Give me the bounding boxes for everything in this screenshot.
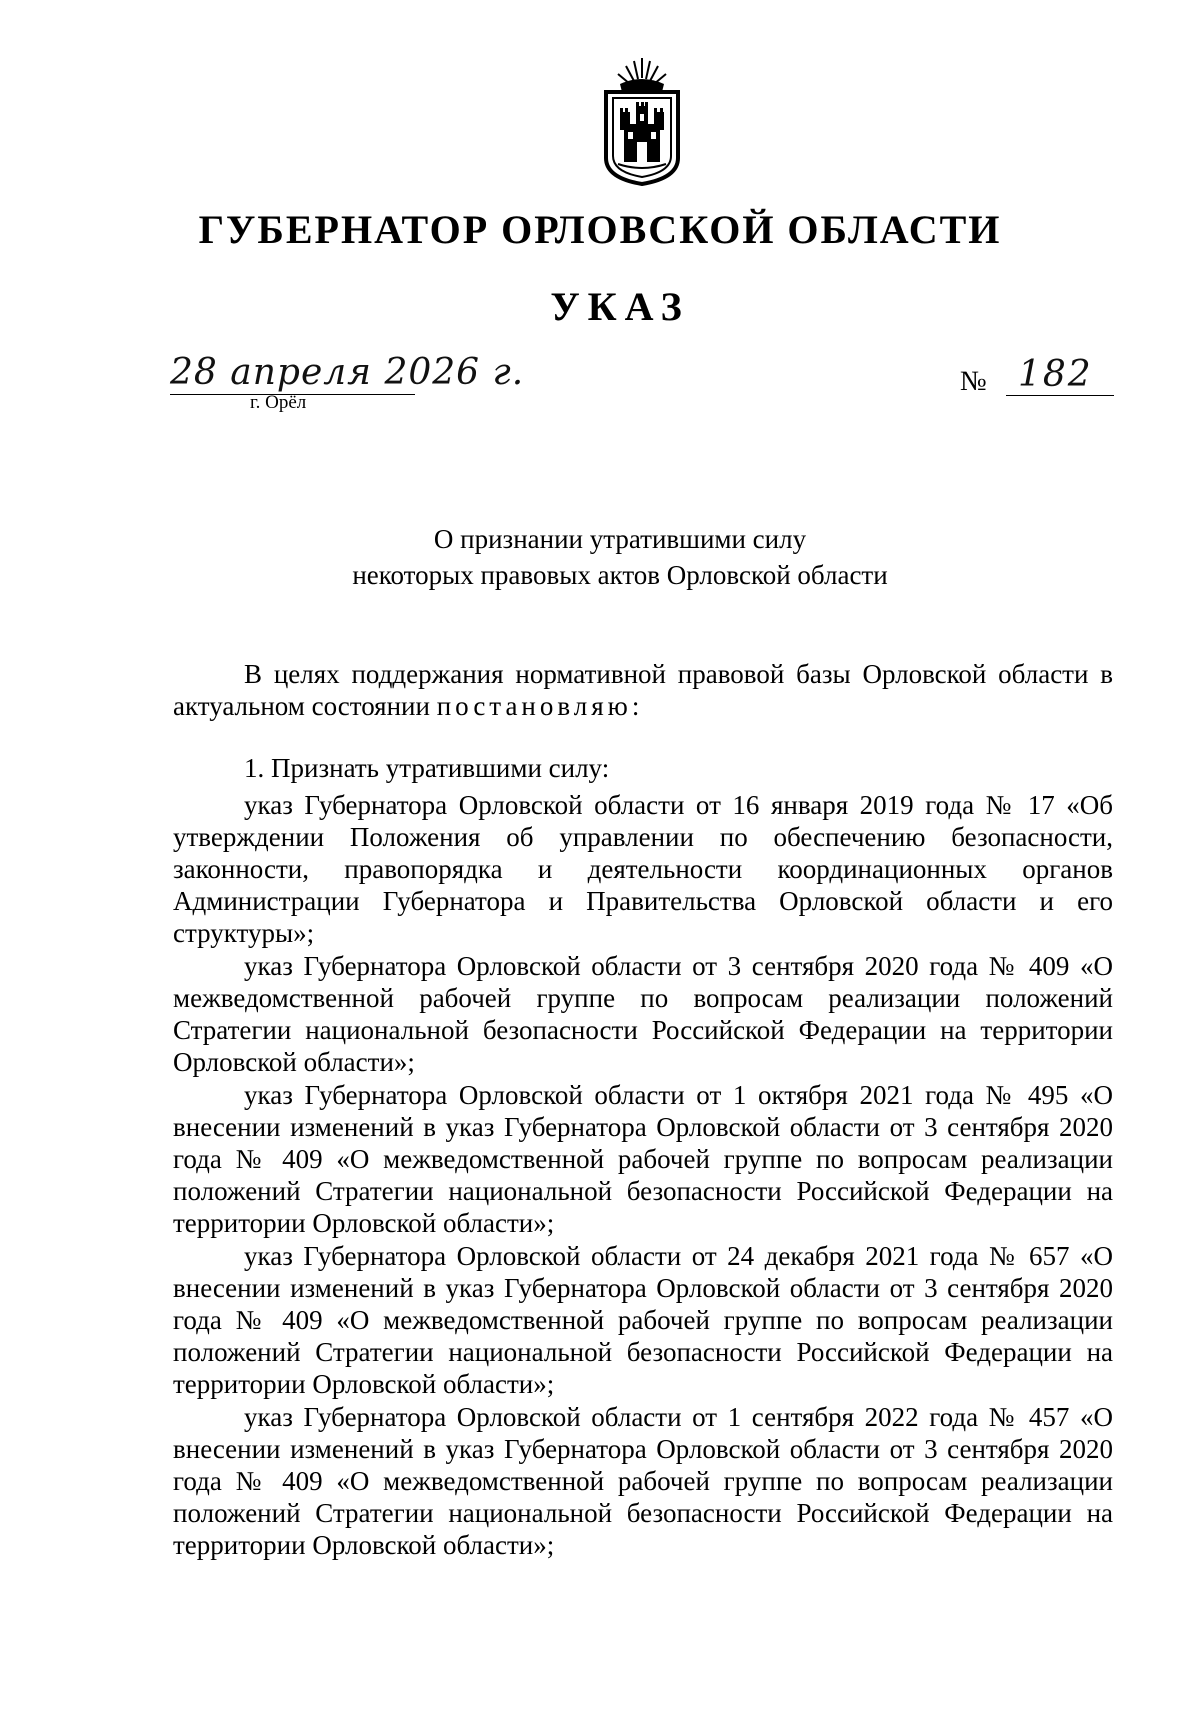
date-block xyxy=(170,352,525,413)
preamble-paragraph xyxy=(173,659,1113,723)
number-sign: № xyxy=(960,366,987,397)
handwritten-number: 182 xyxy=(1018,354,1093,395)
coat-of-arms-emblem xyxy=(596,54,688,186)
document-type: УКАЗ xyxy=(550,284,690,329)
repealed-act-item: указ Губернатора Орловской области от 24 декабря 2021 года № 657 «О внесении изменений в указ Губернатора Орловской области от 3 сентября 2020 года № 409 «О межведомственной рабочей группе по вопросам реализации положений Стратегии национальной безопасности Российской Федерации на территории Орловской области»; xyxy=(173,1241,1113,1399)
issuing-authority: ГУБЕРНАТОР ОРЛОВСКОЙ ОБЛАСТИ xyxy=(198,207,1002,252)
repealed-act-item: указ Губернатора Орловской области от 1 октября 2021 года № 495 «О внесении изменений в указ Губернатора Орловской области от 3 сентября 2020 года № 409 «О межведомственной рабочей группе по вопросам реализации положений Стратегии национальной безопасности Российской Федерации на территории Орловской области»; xyxy=(173,1080,1113,1238)
clause-1-text: 1. Признать утратившими силу: xyxy=(244,753,610,783)
repealed-act-item: указ Губернатора Орловской области от 3 сентября 2020 года № 409 «О межведомственной рабочей группе по вопросам реализации положений Стратегии национальной безопасности Российской Федерации на территории Орловской области»; xyxy=(173,951,1113,1077)
preamble-text: В целях поддержания нормативной правовой базы Орловской области в актуальном состоянии xyxy=(173,659,1113,721)
repealed-act-item: указ Губернатора Орловской области от 16 января 2019 года № 17 «Об утверждении Положения об управлении по обеспечению безопасности, законности, правопорядка и деятельности координационных органов Администрации Губернатора и Правительства Орловской области и его структуры»; xyxy=(173,790,1113,948)
number-underline xyxy=(1006,395,1114,396)
document-title xyxy=(0,521,1200,593)
repealed-act-item: указ Губернатора Орловской области от 1 сентября 2022 года № 457 «О внесении изменений в указ Губернатора Орловской области от 3 сентября 2020 года № 409 «О межведомственной рабочей группе по вопросам реализации положений Стратегии национальной безопасности Российской Федерации на территории Орловской области»; xyxy=(173,1402,1113,1560)
place-of-issue: г. Орёл xyxy=(250,392,307,413)
repealed-acts-list xyxy=(173,790,1113,1562)
preamble-emphasis: постановляю xyxy=(436,690,632,721)
document-number-block xyxy=(960,354,1120,398)
title-line-2: некоторых правовых актов Орловской области xyxy=(352,560,888,590)
preamble-end: : xyxy=(631,690,640,721)
title-line-1: О признании утратившими силу xyxy=(433,524,807,554)
handwritten-date: 28 апреля 2026 г. xyxy=(170,352,525,393)
clause-1-heading xyxy=(173,753,1113,785)
